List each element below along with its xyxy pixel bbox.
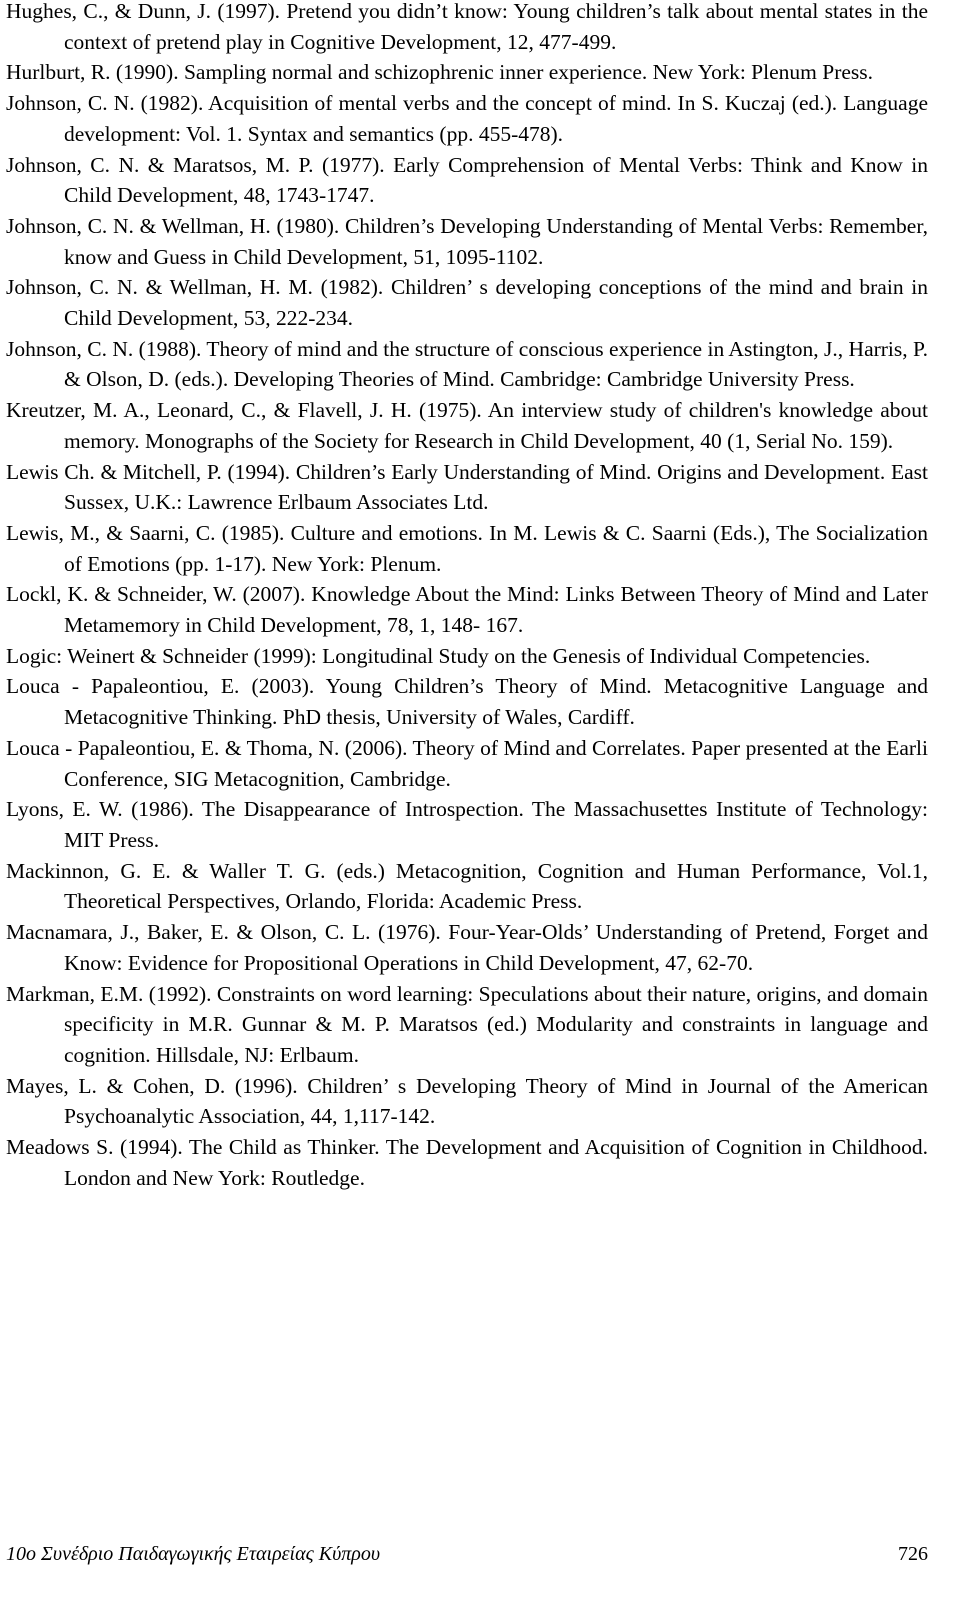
reference-entry: Hughes, C., & Dunn, J. (1997). Pretend you didn’t know: Young children’s talk about mental states in the context of pretend play in Cognitive Development, 12, 477-499. <box>6 0 928 54</box>
reference-entry: Johnson, C. N. & Maratsos, M. P. (1977). Early Comprehension of Mental Verbs: Think and Know in Child Development, 48, 1743-1747. <box>6 152 928 208</box>
conference-title: 10ο Συνέδριο Παιδαγωγικής Εταιρείας Κύπρου <box>6 1543 381 1565</box>
reference-entry: Mackinnon, G. E. & Waller T. G. (eds.) Metacognition, Cognition and Human Performance, Vol.1, Theoretical Perspectives, Orlando, Florida: Academic Press. <box>6 858 928 914</box>
reference-entry: Johnson, C. N. (1982). Acquisition of mental verbs and the concept of mind. In S. Kuczaj (ed.). Language development: Vol. 1. Syntax and semantics (pp. 455-478). <box>6 91 928 146</box>
reference-entry: Macnamara, J., Baker, E. & Olson, C. L. (1976). Four-Year-Olds’ Understanding of Pretend, Forget and Know: Evidence for Propositional Operations in Child Development, 47, 62-70. <box>6 920 928 975</box>
reference-entry: Johnson, C. N. (1988). Theory of mind and the structure of conscious experience in Astington, J., Harris, P. & Olson, D. (eds.). Developing Theories of Mind. Cambridge: Cambridge University Press. <box>6 336 928 392</box>
reference-entry: Lewis Ch. & Mitchell, P. (1994). Children’s Early Understanding of Mind. Origins and Development. East Sussex, U.K.: Lawrence Erlbaum Associates Ltd. <box>6 459 928 515</box>
reference-entry: Kreutzer, M. A., Leonard, C., & Flavell, J. H. (1975). An interview study of children's knowledge about memory. Monographs of the Society for Research in Child Development, 40 (1, Serial No. 159). <box>6 398 928 453</box>
reference-entry: Hurlburt, R. (1990). Sampling normal and schizophrenic inner experience. New York: Plenum Press. <box>6 60 874 85</box>
reference-entry: Lewis, M., & Saarni, C. (1985). Culture and emotions. In M. Lewis & C. Saarni (Eds.), The Socialization of Emotions (pp. 1-17). New York: Plenum. <box>6 520 928 576</box>
reference-entry: Lyons, E. W. (1986). The Disappearance of Introspection. The Massachusettes Institute of Technology: MIT Press. <box>6 797 928 852</box>
reference-entry: Logic: Weinert & Schneider (1999): Longitudinal Study on the Genesis of Individual Competencies. <box>6 643 871 668</box>
page-number: 726 <box>898 1543 928 1565</box>
reference-entry: Louca - Papaleontiou, E. & Thoma, N. (2006). Theory of Mind and Correlates. Paper presented at the Earli Conference, SIG Metacognition, Cambridge. <box>6 735 928 791</box>
page-footer <box>6 1539 928 1569</box>
reference-entry: Meadows S. (1994). The Child as Thinker. The Development and Acquisition of Cognition in Childhood. London and New York: Routledge. <box>6 1135 928 1190</box>
reference-entry: Lockl, K. & Schneider, W. (2007). Knowledge About the Mind: Links Between Theory of Mind and Later Metamemory in Child Development, 78, 1, 148- 167. <box>6 582 928 638</box>
reference-list <box>6 0 928 1193</box>
reference-entry: Mayes, L. & Cohen, D. (1996). Children’ s Developing Theory of Mind in Journal of the American Psychoanalytic Association, 44, 1,117-142. <box>6 1073 928 1129</box>
reference-entry: Johnson, C. N. & Wellman, H. (1980). Children’s Developing Understanding of Mental Verbs: Remember, know and Guess in Child Development, 51, 1095-1102. <box>6 213 928 269</box>
reference-entry: Louca - Papaleontiou, E. (2003). Young Children’s Theory of Mind. Metacognitive Language and Metacognitive Thinking. PhD thesis, University of Wales, Cardiff. <box>6 674 928 730</box>
reference-entry: Markman, E.M. (1992). Constraints on word learning: Speculations about their nature, origins, and domain specificity in M.R. Gunnar & M. P. Maratsos (ed.) Modularity and constraints in language and cognition. Hillsdale, NJ: Erlbaum. <box>6 981 928 1067</box>
reference-entry: Johnson, C. N. & Wellman, H. M. (1982). Children’ s developing conceptions of the mind and brain in Child Development, 53, 222-234. <box>6 275 928 331</box>
